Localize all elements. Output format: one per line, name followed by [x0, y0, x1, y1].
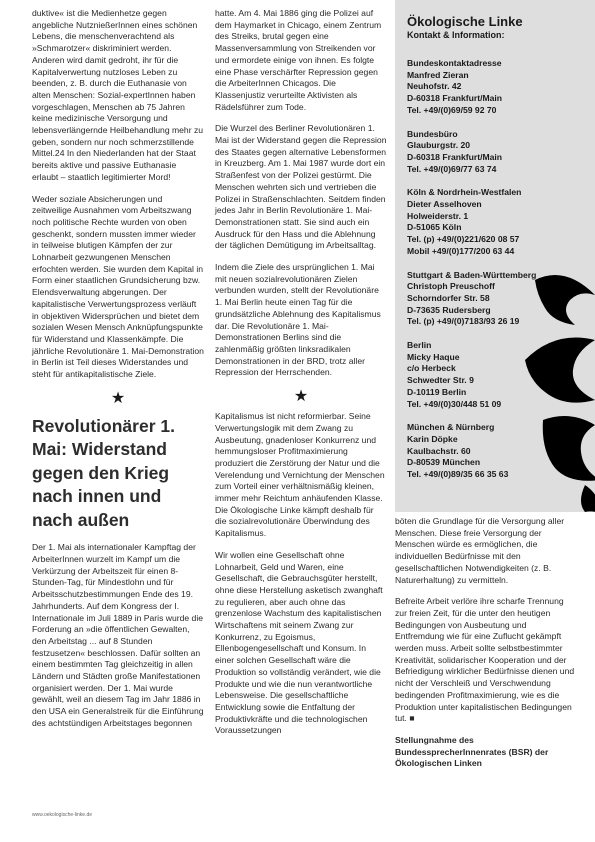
contact-line: Bundeskontaktadresse [407, 58, 502, 68]
contact-line: D-80539 München [407, 457, 481, 468]
paragraph: Befreite Arbeit verlöre ihre scharfe Trennung zur freien Zeit, für die unter den heutigen Bedingungen von Ausbeutung und Entfremdung wie für eine Zuflucht gekämpft werden muss. Arbeit sollte selbstbestimmter Kreativität, solidarischer Kooperation und der Befriedigung wirklicher Bedürfnisse dienen und nicht der Verschleiß und Verschwendung bedingenden Profitmaximierung, wie es die Produktion unter kapitalistischen Bedingungen tut. ■ [395, 596, 575, 724]
column-right [395, 516, 575, 770]
contact-line: Tel. +49/(0)89/35 66 35 63 [407, 469, 509, 480]
paragraph: duktive« ist die Medienhetze gegen angebliche NutznießerInnen eines schönen Lebens, die menschenverachtend als »Schmarotzer« diskriminiert werden. Anderen wird damit gedroht, ihr für die Kapitalverwertung nutzloses Leben zu beenden, z. B. durch die Euthanasie von alten Menschen: Sozial-expertInnen haben vorgeschlagen, Menschen ab 75 Jahren keine medizinische Versorgung und lebensverlängernde Heilbehandlung mehr zu geben, sondern nur noch schmerzstillende Mittel.24 In den Niederlanden hat der Staat bereits aktive und passive Euthanasie erlaubt – staatlich legitimierter Mord! [32, 8, 204, 182]
contact-line: D-60318 Frankfurt/Main [407, 93, 503, 104]
paragraph: Die Wurzel des Berliner Revolutionären 1. Mai ist der Widerstand gegen die Repression des Staates gegen alternative Lebensformen in Kreuzberg. Am 1. Mai 1987 wurde dort ein Straßenfest von der Polizei gestürmt. Die Menschen wehrten sich und vertrieben die Polizei in Straßenschlachten. Seitdem finden jedes Jahr in Berlin Revolutionäre 1. Mai-Demonstrationen statt. Sie sind auch ein Ausdruck für den Hass und die Ablehnung der täglichen Demütigung im Arbeitsalltag. [215, 123, 387, 251]
contact-block [407, 58, 587, 117]
star-divider: ★ [110, 389, 126, 407]
contact-block [407, 129, 587, 176]
contact-sidebar [395, 0, 595, 512]
contact-line: Karin Döpke [407, 433, 458, 444]
statement-signature: Stellungnahme des BundessprecherInnenrates (BSR) der Ökologischen Linken [395, 734, 549, 769]
contact-line: Tel. +49/(0)69/59 92 70 [407, 104, 497, 115]
star-divider: ★ [293, 388, 309, 406]
contact-line: Tel. +49/(0)69/77 63 74 [407, 163, 497, 174]
contact-line: Tel. (p) +49/(0)7183/93 26 19 [407, 316, 520, 327]
contact-line: Holweiderstr. 1 [407, 210, 469, 221]
paragraph: Weder soziale Absicherungen und zeitweilige Ausnahmen vom Arbeitszwang noch politische Rechte wurden von oben geschenkt, sondern mussten immer wieder in teilweise blutigen Kämpfen der zur Lohnarbeit gezwungenen Menschen erfochten werden. Sie wurden dem Kapital in Form einer staatlichen Grundsicherung bzw. Elendsverwaltung abgerungen. Der kapitalistische Verwertungsprozess verläuft in objektiven Widersprüchen und bietet dem sozialen Wesen Mensch Anknüpfungspunkte für Widerstand und Klassenkämpfe. Die jährliche Revolutionäre 1. Mai-Demonstration in Berlin ist Teil dieses Widerstandes und steht für antikapitalistische Ziele. [32, 193, 204, 380]
contact-line: Schorndorfer Str. 58 [407, 292, 490, 303]
contact-line: Bundesbüro [407, 128, 458, 139]
paragraph: böten die Grundlage für die Versorgung aller Menschen. Diese freie Versorgung der Menschen würde es ermöglichen, die individuellen Bedürfnisse mit den gesellschaftlichen Notwendigkeiten (z. B. Naturerhaltung) zu vermitteln. [395, 516, 565, 585]
organization-logo-icon [525, 270, 595, 512]
contact-line: Micky Haque [407, 351, 460, 362]
contact-line: Christoph Preuschoff [407, 281, 495, 292]
column-left [32, 8, 204, 740]
contact-line: D-73635 Rudersberg [407, 304, 491, 315]
contact-line: Dieter Asselhoven [407, 199, 482, 210]
contact-line: München & Nürnberg [407, 422, 495, 433]
contact-line: Schwedter Str. 9 [407, 375, 474, 386]
contact-line: D-60318 Frankfurt/Main [407, 151, 503, 162]
contact-line: Manfred Zieran [407, 69, 469, 80]
paragraph: Indem die Ziele des ursprünglichen 1. Mai mit neuen sozialrevolutionären Zielen verbunden wurden, stellt der Revolutionäre 1. Mai Berlin heute einen Tag für die grundsätzliche Ablehnung des Kapitalismus dar. Die Revolutionäre 1. Mai-Demonstrationen Berlins sind die zahlenmäßig größten linksradikalen Demonstrationen in der BRD, trotz aller Repression der Herrschenden. [215, 262, 381, 378]
paragraph: Wir wollen eine Gesellschaft ohne Lohnarbeit, Geld und Waren, eine Gesellschaft, die Gebrauchsgüter herstellt, ohne diese Herstellung asketisch zwanghaft zu regulieren, aber auch ohne das grenzenlose Wachstum des kapitalistischen Wirtschaftens mit seinem Zwang zur Konkurrenz, zu Egoismus, Ellenbogengesellschaft und Konsum. In einer solchen Gesellschaft wäre die Produktion so vollständig verändert, wie die Produkte und wie die nun verantwortliche Lebensweise. Die gesellschaftliche Entwicklung sowie die Entfaltung der Produktivkräfte und die technologischen Voraussetzungen [215, 549, 383, 736]
sidebar-subtitle: Kontakt & Information: [407, 30, 505, 40]
sidebar-title: Ökologische Linke [407, 14, 523, 29]
contact-line: Mobil +49/(0)177/200 63 44 [407, 245, 515, 256]
contact-line: Köln & Nordrhein-Westfalen [407, 187, 522, 198]
contact-line: Glauburgstr. 20 [407, 140, 471, 151]
contact-line: Neuhofstr. 42 [407, 81, 462, 92]
section-heading: Revolutionärer 1. Mai: Widerstand gegen den Krieg nach innen und nach außen [32, 415, 175, 530]
contact-line: Tel. +49/(0)30/448 51 09 [407, 398, 502, 409]
contact-block [407, 187, 587, 257]
paragraph: hatte. Am 4. Mai 1886 ging die Polizei auf dem Haymarket in Chicago, einem Zentrum des Streiks, brutal gegen eine Massenversammlung von Streikenden vor und ermordete einige von ihnen. Es folgte eine Phase verschärfter Repression gegen die ArbeiterInnen Chicagos. Die Klassenjustiz verurteilte Aktivisten als Rädelsführer zum Tode. [215, 8, 382, 112]
contact-line: Tel. (p) +49/(0)221/620 08 57 [407, 234, 520, 245]
contact-line: D-51065 Köln [407, 222, 462, 233]
footer-url: www.oekologische-linke.de [32, 812, 93, 818]
paragraph: Kapitalismus ist nicht reformierbar. Seine Verwertungslogik mit dem Zwang zu Ausbeutung, gnadenloser Konkurrenz und hemmungsloser Profitmaximierung produziert die Zerstörung der Natur und die Verelendung und Vernichtung der Menschen zum Vorteil einer verhältnismäßig kleinen, immer mehr Reichtum anhäufenden Klasse. Die Ökologische Linke kämpft deshalb für die sozialrevolutionäre Überwindung des Kapitalismus. [215, 411, 385, 539]
contact-line: Stuttgart & Baden-Württemberg [407, 269, 537, 280]
contact-line: Berlin [407, 340, 432, 351]
paragraph: Der 1. Mai als internationaler Kampftag der ArbeiterInnen wurzelt im Kampf um die Verkürzung der Arbeitszeit für einen 8-Stunden-Tag, für Mindestlohn und für Arbeitsschutzbestimmungen Ende des 19. Jahrhunderts. Auf dem Kongress der I. Internationale im Juli 1889 in Paris wurde die Forderung an »die öffentlichen Gewalten, den Arbeitstag ... auf 8 Stunden festzusetzen« beschlossen. Dafür sollten an einem bestimmten Tag gleichzeitig in allen Ländern und Städten große Manifestationen organisiert werden. Der 1. Mai wurde gewählt, weil an diesem Tag im Jahr 1886 in den USA ein Generalstreik für die Einführung des achtstündigen Arbeitstages begonnen [32, 542, 204, 728]
column-middle [215, 8, 387, 747]
contact-line: D-10119 Berlin [407, 386, 467, 397]
contact-line: c/o Herbeck [407, 363, 456, 374]
contact-line: Kaulbachstr. 60 [407, 445, 471, 456]
